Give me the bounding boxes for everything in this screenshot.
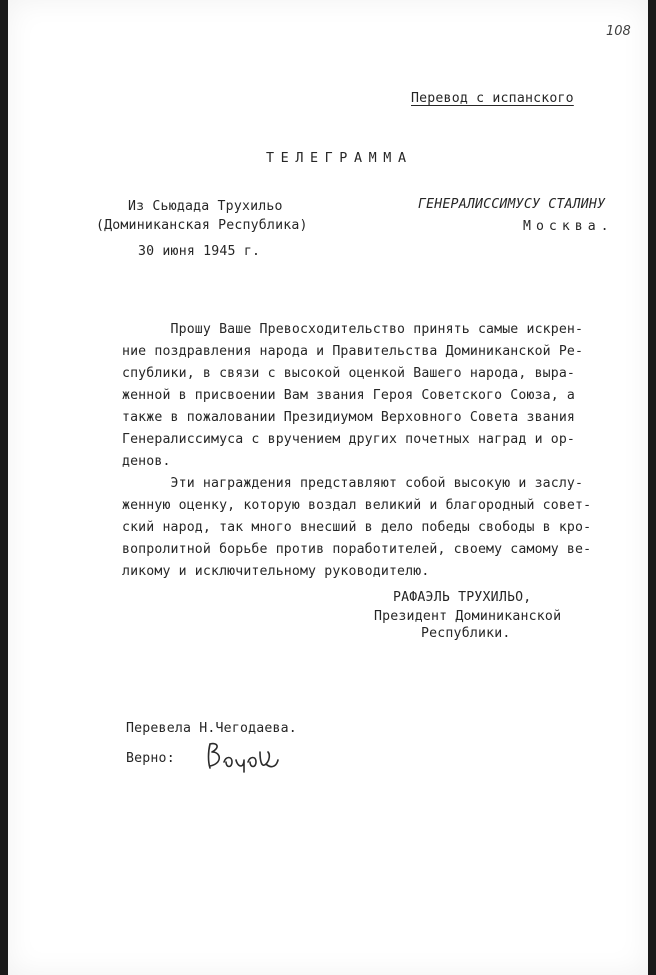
document-page (8, 0, 648, 975)
recipient-city: Москва. (523, 219, 614, 234)
body-line: Генералиссимуса с вручением других почетных наград и ор- (122, 432, 576, 447)
body-line: вопролитной борьбе против поработителей, своему самому ве- (122, 542, 592, 557)
body-line: спублики, в связи с высокой оценкой Вашего народа, выра- (122, 366, 576, 381)
telegram-body (122, 322, 652, 586)
handwritten-signature-icon (204, 738, 284, 774)
body-line: ликому и исключительному руководителю. (122, 564, 430, 579)
document-title: ТЕЛЕГРАММА (266, 151, 413, 166)
body-line: женной в присвоении Вам звания Героя Советского Союза, а (122, 388, 576, 403)
body-line: Прошу Ваше Превосходительство принять самые искрен- (122, 322, 584, 337)
sender-city: Из Сьюдада Трухильо (128, 199, 283, 214)
body-line: ние поздравления народа и Правительства Доминиканской Ре- (122, 344, 584, 359)
page-number: 108 (606, 24, 631, 39)
telegram-date: 30 июня 1945 г. (138, 244, 261, 259)
body-line: ский народ, так много внесший в дело победы свободы в кро- (122, 520, 592, 535)
recipient-name: ГЕНЕРАЛИССИМУСУ СТАЛИНУ (418, 197, 606, 212)
body-line: женную оценку, которую воздал великий и благородный совет- (122, 498, 592, 513)
verified-label: Верно: (126, 751, 175, 766)
translated-from-note: Перевод с испанского (411, 91, 574, 106)
body-line: также в пожаловании Президиумом Верховного Совета звания (122, 410, 576, 425)
sender-country: (Доминиканская Республика) (96, 218, 308, 233)
body-line: Эти награждения представляют собой высокую и заслу- (122, 476, 584, 491)
signatory-title-continued: Республики. (421, 626, 511, 641)
signatory-title: Президент Доминиканской (374, 609, 562, 624)
translator-note: Перевела Н.Чегодаева. (126, 721, 297, 736)
body-line: денов. (122, 454, 171, 469)
signatory-name: РАФАЭЛЬ ТРУХИЛЬО, (393, 590, 532, 605)
